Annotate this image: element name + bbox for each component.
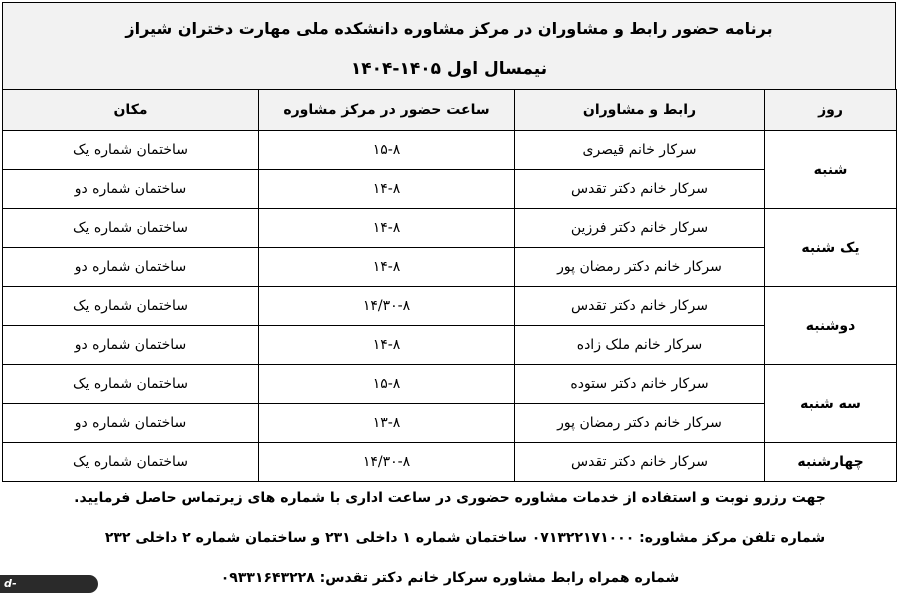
place-cell: ساختمان شماره دو [3,326,259,365]
place-cell: ساختمان شماره دو [3,404,259,443]
semester-subtitle: نیمسال اول ۱۴۰۵-۱۴۰۴ [350,59,548,79]
table-row [3,326,897,365]
advisor-cell: سرکار خانم دکتر تقدس [515,443,765,482]
hours-cell: ۱۴-۸ [259,170,515,209]
day-sunday: یک شنبه [765,209,897,287]
place-cell: ساختمان شماره دو [3,248,259,287]
day-wednesday: چهارشنبه [765,443,897,482]
header-hours: ساعت حضور در مرکز مشاوره [259,90,515,131]
advisor-cell: سرکار خانم قیصری [515,131,765,170]
table-row [3,365,897,404]
hours-cell: ۱۵-۸ [259,365,515,404]
place-cell: ساختمان شماره یک [3,209,259,248]
advisor-cell: سرکار خانم دکتر رمضان پور [515,248,765,287]
title-box [2,2,896,90]
table-row [3,443,897,482]
table-row [3,248,897,287]
page-title: برنامه حضور رابط و مشاوران در مرکز مشاوره دانشکده ملی مهارت دختران شیراز [125,19,773,38]
advisor-cell: سرکار خانم دکتر رمضان پور [515,404,765,443]
day-tuesday: سه شنبه [765,365,897,443]
advisor-cell: سرکار خانم دکتر تقدس [515,287,765,326]
advisor-cell: سرکار خانم دکتر فرزین [515,209,765,248]
header-advisor: رابط و مشاوران [515,90,765,131]
header-day: روز [765,90,897,131]
place-cell: ساختمان شماره دو [3,170,259,209]
table-row [3,287,897,326]
place-cell: ساختمان شماره یک [3,131,259,170]
place-cell: ساختمان شماره یک [3,443,259,482]
advisor-cell: سرکار خانم دکتر ستوده [515,365,765,404]
hours-cell: ۱۴-۸ [259,248,515,287]
table-row [3,404,897,443]
center-phone-line: شماره تلفن مرکز مشاوره: ۰۷۱۳۲۲۱۷۱۰۰۰ ساختمان شماره ۱ داخلی ۲۳۱ و ساختمان شماره ۲ داخلی ۲۳۲ [104,530,826,546]
advisor-cell: سرکار خانم دکتر تقدس [515,170,765,209]
site-watermark: d-shiraz.nus.ac.ir [0,575,98,593]
hours-cell: ۱۳-۸ [259,404,515,443]
hours-cell: ۱۴-۸ [259,326,515,365]
hours-cell: ۱۴/۳۰-۸ [259,287,515,326]
advisor-cell: سرکار خانم ملک زاده [515,326,765,365]
schedule-table [2,89,897,482]
hours-cell: ۱۵-۸ [259,131,515,170]
table-row [3,170,897,209]
reservation-note: جهت رزرو نوبت و استفاده از خدمات مشاوره حضوری در ساعت اداری با شماره های زیرتماس حاصل فرمایید. [74,490,826,506]
day-monday: دوشنبه [765,287,897,365]
hours-cell: ۱۴/۳۰-۸ [259,443,515,482]
place-cell: ساختمان شماره یک [3,365,259,404]
table-row [3,209,897,248]
table-row [3,131,897,170]
mobile-phone-line: شماره همراه رابط مشاوره سرکار خانم دکتر تقدس: ۰۹۳۳۱۶۴۳۲۲۸ [220,570,680,586]
hours-cell: ۱۴-۸ [259,209,515,248]
day-saturday: شنبه [765,131,897,209]
place-cell: ساختمان شماره یک [3,287,259,326]
table-header-row [3,90,897,131]
header-place: مکان [3,90,259,131]
